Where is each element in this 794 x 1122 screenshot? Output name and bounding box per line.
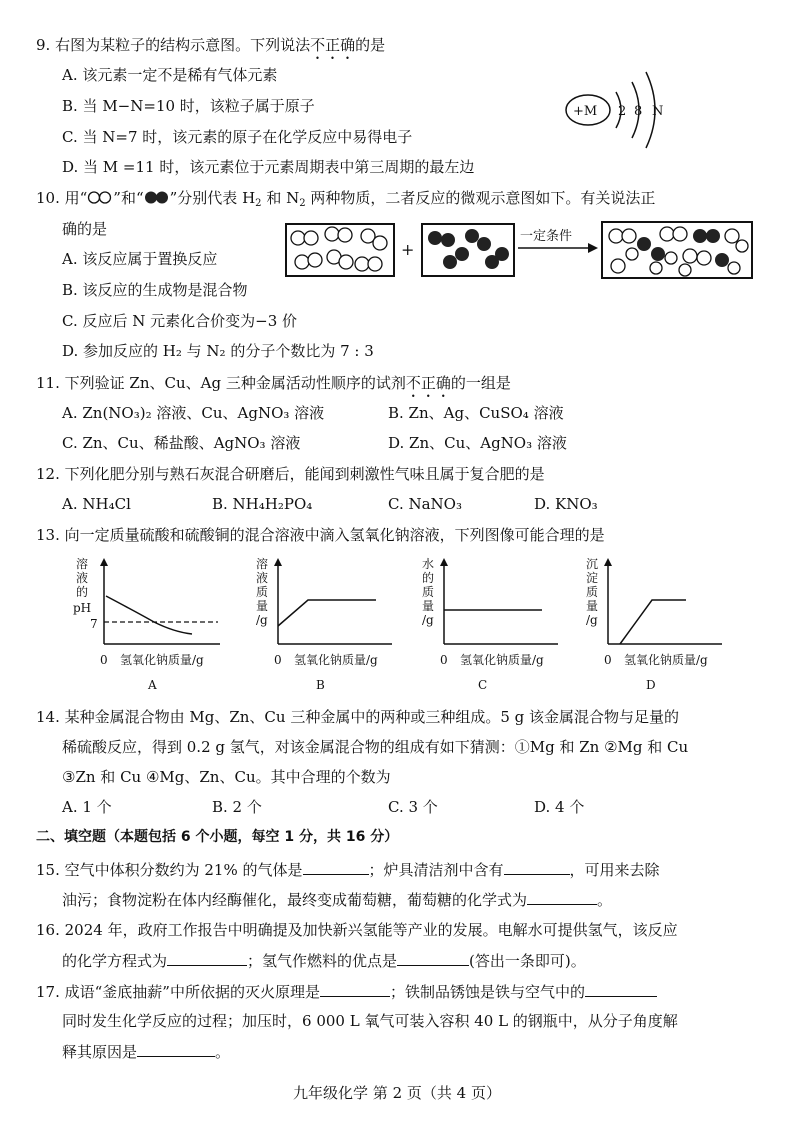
q16-line2: 的化学方程式为 ；氢气作燃料的优点是 (答出一条即可)。 <box>62 952 586 970</box>
graph-a-ylabel: 溶 <box>76 557 89 571</box>
h2-molecule-icon <box>87 191 113 204</box>
nucleus-label: +M <box>573 104 598 119</box>
graph-a-letter: A <box>148 678 157 692</box>
graph-a-tick-7: 7 <box>90 617 98 631</box>
q16-blank-1[interactable] <box>167 951 247 966</box>
q16-line1: 16. 2024 年，政府工作报告中明确提及加快新兴氢能等产业的发展。电解水可提供氢气，该反应 <box>36 921 678 939</box>
q15-blank-1[interactable] <box>303 860 369 875</box>
q17-blank-3[interactable] <box>137 1042 215 1057</box>
section-2-heading: 二、填空题（本题包括 6 个小题，每空 1 分，共 16 分） <box>36 829 399 845</box>
q14-option-d: D. 4 个 <box>534 798 585 816</box>
q9-option-c: C. 当 N=7 时，该元素的原子在化学反应中易得电子 <box>62 128 413 146</box>
q11-option-d: D. Zn、Cu、AgNO₃ 溶液 <box>388 434 567 452</box>
graph-d-letter: D <box>646 678 656 692</box>
svg-text:淀: 淀 <box>586 571 599 585</box>
q13-stem: 13. 向一定质量硫酸和硫酸铜的混合溶液中滴入氢氧化钠溶液，下列图像可能合理的是 <box>36 526 605 544</box>
q9-option-d: D. 当 M =11 时，该元素位于元素周期表中第三周期的最左边 <box>62 158 475 176</box>
graph-c-letter: C <box>478 678 488 692</box>
q14-option-c: C. 3 个 <box>388 798 438 816</box>
graph-d <box>582 556 742 674</box>
q16-blank-2[interactable] <box>397 951 469 966</box>
graph-c <box>418 556 578 674</box>
graph-d-curve <box>620 600 686 644</box>
svg-text:液: 液 <box>76 571 89 585</box>
q15-blank-3[interactable] <box>527 890 597 905</box>
q17-line2: 同时发生化学反应的过程；加压时，6 000 L 氧气可装入容积 40 L 的钢瓶中，从分子角度解 <box>62 1012 678 1030</box>
graph-c-xlabel: 氢氧化钠质量/g <box>460 653 544 667</box>
graph-d-ylabel: 沉 <box>586 557 599 571</box>
graph-c-origin: 0 <box>440 653 448 667</box>
shell1-electrons: 2 <box>618 104 627 119</box>
q12-option-a: A. NH₄Cl <box>62 495 131 513</box>
graph-a <box>70 556 240 674</box>
q11-option-b: B. Zn、Ag、CuSO₄ 溶液 <box>388 404 564 422</box>
graph-a-origin: 0 <box>100 653 108 667</box>
svg-text:/g: /g <box>422 613 434 627</box>
q12-option-d: D. KNO₃ <box>534 495 598 513</box>
q10-stem-line2: 确的是 <box>62 220 108 238</box>
reaction-microscopic-diagram <box>280 218 756 286</box>
q10-option-c: C. 反应后 N 元素化合价变为−3 价 <box>62 312 298 330</box>
q12-option-b: B. NH₄H₂PO₄ <box>212 495 313 513</box>
q17-line1: 17. 成语“釜底抽薪”中所依据的灭火原理是 ；铁制品锈蚀是铁与空气中的 <box>36 982 657 1001</box>
svg-text:质: 质 <box>586 585 599 599</box>
q14-line1: 14. 某种金属混合物由 Mg、Zn、Cu 三种金属中的两种或三种组成。5 g 该金属混合物与足量的 <box>36 708 680 726</box>
shell3-electrons: N <box>652 104 664 119</box>
svg-text:量: 量 <box>256 599 269 613</box>
graph-b-curve <box>278 600 376 626</box>
q15-line2: 油污；食物淀粉在体内经酶催化，最终变成葡萄糖，葡萄糖的化学式为 。 <box>62 891 613 909</box>
q14-option-b: B. 2 个 <box>212 798 262 816</box>
n2-molecule-icon <box>144 191 170 204</box>
svg-text:量: 量 <box>422 599 435 613</box>
svg-text:质: 质 <box>256 585 269 599</box>
shell2-electrons: 8 <box>634 104 643 119</box>
q11-option-a: A. Zn(NO₃)₂ 溶液、Cu、AgNO₃ 溶液 <box>62 404 325 422</box>
svg-text:pH: pH <box>73 601 92 615</box>
q9-option-a: A. 该元素一定不是稀有气体元素 <box>62 66 278 84</box>
svg-text:/g: /g <box>586 613 598 627</box>
svg-text:液: 液 <box>256 571 269 585</box>
graph-b-ylabel: 溶 <box>256 557 269 571</box>
plus-sign: + <box>401 240 415 259</box>
q11-stem: 11. 下列验证 Zn、Cu、Ag 三种金属活动性顺序的试剂不正确的一组是 <box>36 374 511 392</box>
svg-text:的: 的 <box>422 571 435 585</box>
page-footer: 九年级化学 第 2 页（共 4 页） <box>293 1084 501 1102</box>
q9-stem: 9. 右图为某粒子的结构示意图。下列说法不正确的是 <box>36 36 386 54</box>
svg-text:质: 质 <box>422 585 435 599</box>
q14-line3: ③Zn 和 Cu ④Mg、Zn、Cu。其中合理的个数为 <box>62 768 391 786</box>
graph-b <box>252 556 412 674</box>
q10-option-a: A. 该反应属于置换反应 <box>62 250 218 268</box>
graph-b-origin: 0 <box>274 653 282 667</box>
q10-stem: 10. 用“ ”和“ ”分别代表 $H_2$ 和 $N_2$ 两种物质，二者反应的微观示意图如下。有关说法正 <box>36 189 656 209</box>
reaction-condition-label: 一定条件 <box>520 229 573 244</box>
graph-d-xlabel: 氢氧化钠质量/g <box>624 653 708 667</box>
reaction-arrow-head <box>588 243 598 253</box>
graph-a-curve <box>106 596 192 634</box>
q9-option-b: B. 当 M−N=10 时，该粒子属于原子 <box>62 97 315 115</box>
atom-structure-diagram <box>560 64 670 150</box>
svg-text:量: 量 <box>586 599 599 613</box>
graph-a-xlabel: 氢氧化钠质量/g <box>120 653 204 667</box>
graph-b-letter: B <box>316 678 325 692</box>
svg-text:/g: /g <box>256 613 268 627</box>
q17-blank-2[interactable] <box>585 982 657 997</box>
graph-c-ylabel: 水 <box>422 557 435 571</box>
q15-line1: 15. 空气中体积分数约为 21% 的气体是 ；炉具清洁剂中含有 ，可用来去除 <box>36 861 660 879</box>
q14-line2: 稀硫酸反应，得到 0.2 g 氢气，对该金属混合物的组成有如下猜测：①Mg 和 Zn ②Mg 和 Cu <box>62 738 689 756</box>
q12-option-c: C. NaNO₃ <box>388 495 462 513</box>
q17-line3: 释其原因是 。 <box>62 1043 231 1061</box>
q12-stem: 12. 下列化肥分别与熟石灰混合研磨后，能闻到刺激性气味且属于复合肥的是 <box>36 465 545 483</box>
q10-option-d: D. 参加反应的 H₂ 与 N₂ 的分子个数比为 7 : 3 <box>62 342 374 360</box>
q14-option-a: A. 1 个 <box>62 798 112 816</box>
graph-d-origin: 0 <box>604 653 612 667</box>
q15-blank-2[interactable] <box>504 860 570 875</box>
q17-blank-1[interactable] <box>320 982 390 997</box>
graph-b-xlabel: 氢氧化钠质量/g <box>294 653 378 667</box>
svg-text:的: 的 <box>76 585 89 599</box>
q10-option-b: B. 该反应的生成物是混合物 <box>62 281 248 299</box>
q11-option-c: C. Zn、Cu、稀盐酸、AgNO₃ 溶液 <box>62 434 301 452</box>
